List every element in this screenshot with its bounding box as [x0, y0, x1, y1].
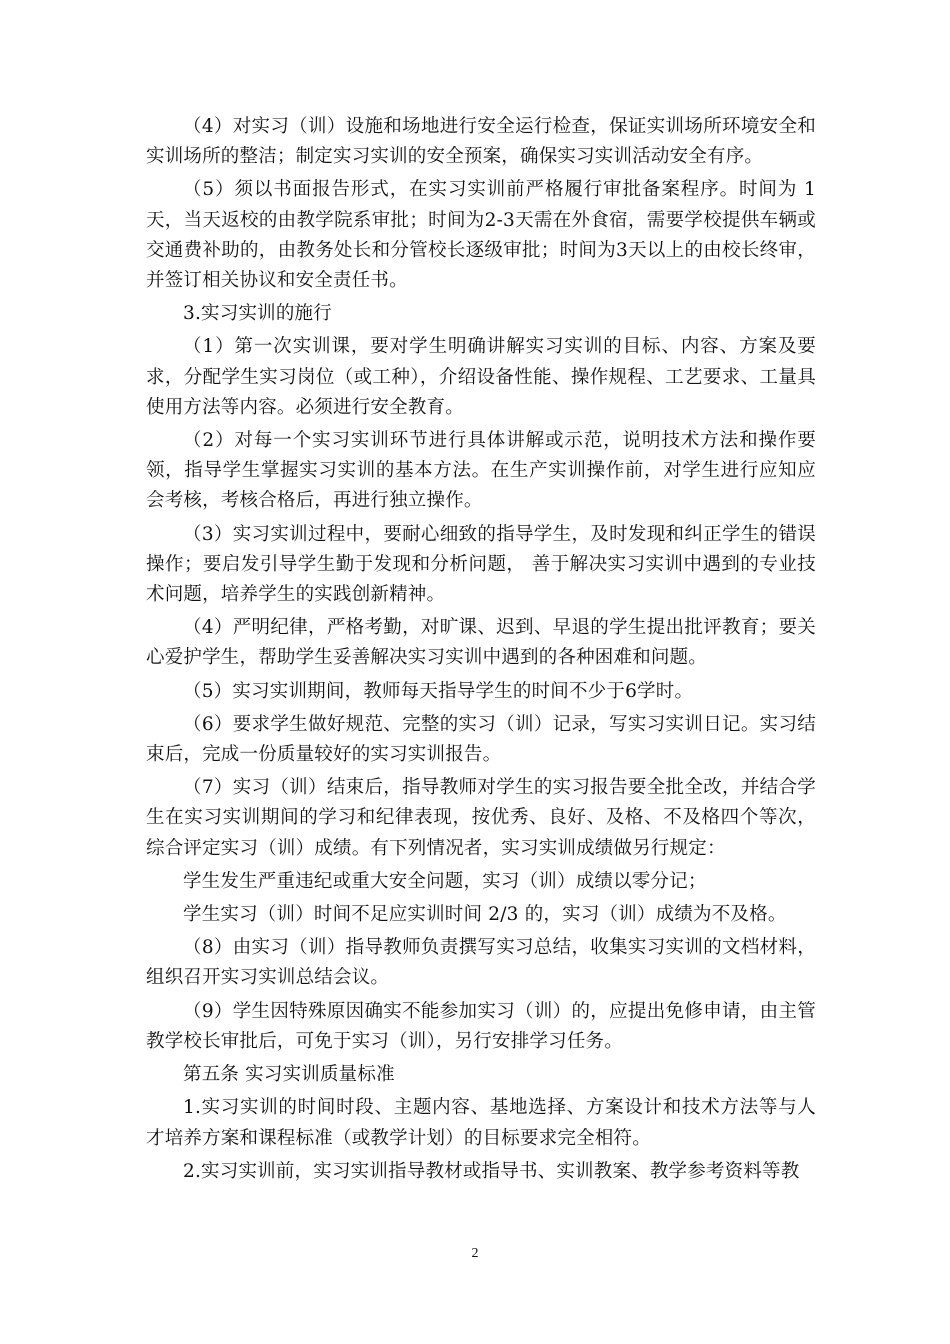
paragraph-first-class: （1）第一次实训课，要对学生明确讲解实习实训的目标、内容、方案及要求，分配学生实习岗位（或工种），介绍设备性能、操作规程、工艺要求、工量具使用方法等内容。必须进行安全教育。 — [146, 336, 816, 418]
paragraph-exemption: （9）学生因特殊原因确实不能参加实习（训）的，应提出免修申请，由主管教学校长审批后，可免于实习（训），另行安排学习任务。 — [146, 1000, 816, 1052]
paragraph-standard-2: 2.实习实训前，实习实训指导教材或指导书、实训教案、教学参考资料等教 — [183, 1160, 800, 1182]
paragraph-demonstration: （2）对每一个实习实训环节进行具体讲解或示范，说明技术方法和操作要领，指导学生掌握实习实训的基本方法。在生产实训操作前，对学生进行应知应会考核，考核合格后，再进行独立操作。 — [146, 430, 816, 512]
page-number: 2 — [471, 1246, 479, 1261]
section-heading-implementation: 3.实习实训的施行 — [183, 303, 332, 325]
paragraph-guidance: （3）实习实训过程中，要耐心细致的指导学生，及时发现和纠正学生的错误操作；要启发引导学生勤于发现和分析问题， 善于解决实习实训中遇到的专业技术问题，培养学生的实践创新精神。 — [146, 523, 816, 606]
paragraph-grading: （7）实习（训）结束后，指导教师对学生的实习报告要全批全改，并结合学生在实习实训期间的学习和纪律表现，按优秀、良好、及格、不及格四个等次，综合评定实习（训）成绩。有下列情况者，实习实训成绩做另行规定： — [146, 777, 816, 859]
paragraph-fail-rule: 学生实习（训）时间不足应实训时间 2/3 的，实习（训）成绩为不及格。 — [183, 904, 787, 926]
article-heading-quality-standard: 第五条 实习实训质量标准 — [183, 1064, 395, 1086]
paragraph-approval-procedure: （5）须以书面报告形式，在实习实训前严格履行审批备案程序。时间为 1 天，当天返校的由教学院系审批；时间为2-3天需在外食宿，需要学校提供车辆或交通费补助的，由教务处长和分管校长逐级审批；时间为3天以上的由校长终审，并签订相关协议和安全责任书。 — [146, 179, 816, 292]
paragraph-facility-safety: （4）对实习（训）设施和场地进行安全运行检查，保证实训场所环境安全和实训场所的整洁；制定实习实训的安全预案，确保实习实训活动安全有序。 — [146, 116, 816, 168]
paragraph-records: （6）要求学生做好规范、完整的实习（训）记录，写实习实训日记。实习结束后，完成一份质量较好的实习实训报告。 — [146, 713, 816, 766]
paragraph-discipline: （4）严明纪律，严格考勤，对旷课、迟到、早退的学生提出批评教育；要关心爱护学生，帮助学生妥善解决实习实训中遇到的各种困难和问题。 — [146, 617, 816, 669]
body-text — [146, 112, 816, 1190]
paragraph-zero-score-rule: 学生发生严重违纪或重大安全问题，实习（训）成绩以零分记； — [183, 870, 707, 892]
paragraph-summary: （8）由实习（训）指导教师负责撰写实习总结，收集实习实训的文档材料，组织召开实习实训总结会议。 — [146, 937, 816, 989]
paragraph-standard-1: 1.实习实训的时间时段、主题内容、基地选择、方案设计和技术方法等与人才培养方案和课程标准（或教学计划）的目标要求完全相符。 — [146, 1097, 816, 1149]
paragraph-daily-hours: （5）实习实训期间，教师每天指导学生的时间不少于6学时。 — [183, 680, 694, 702]
